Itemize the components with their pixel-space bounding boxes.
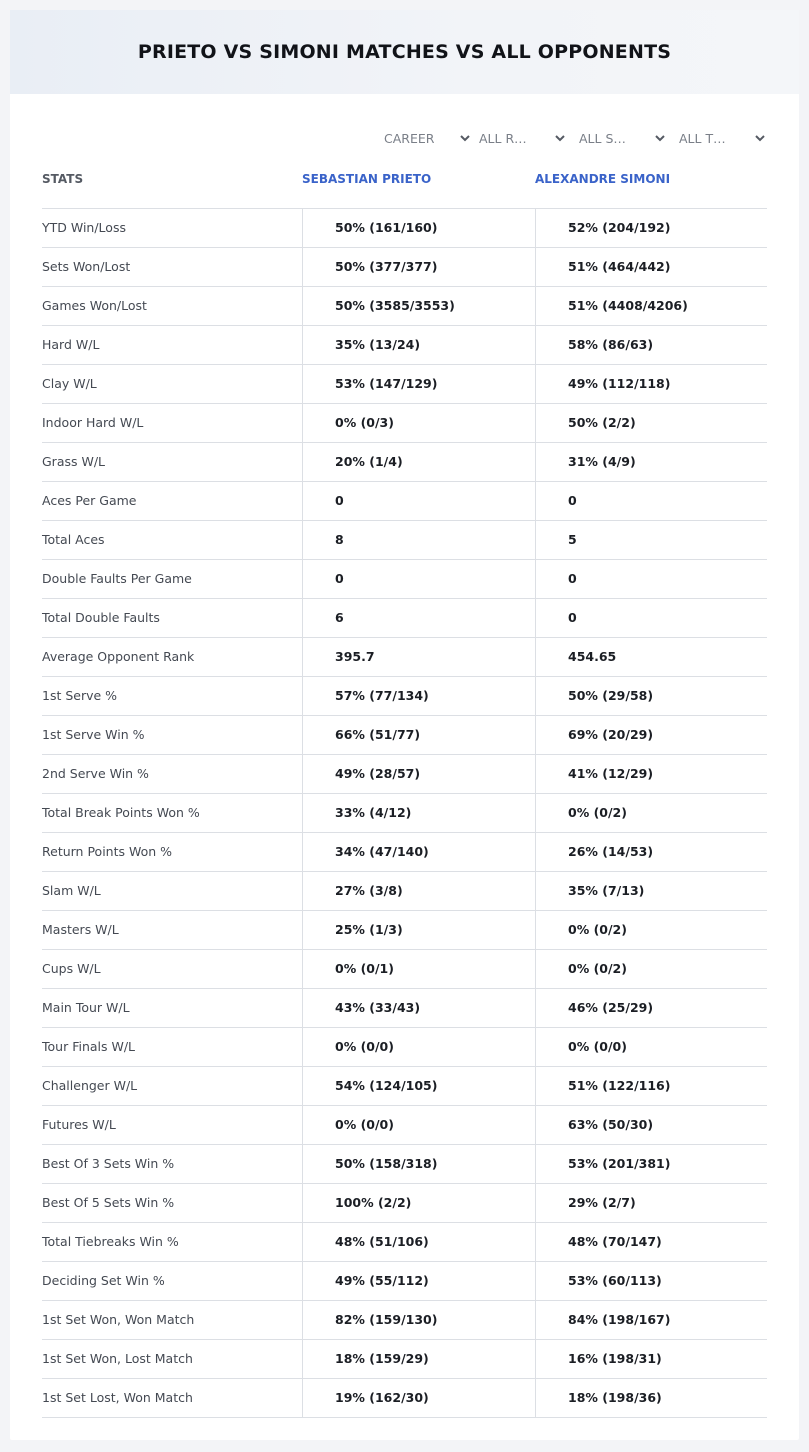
table-row [42, 365, 767, 404]
table-row [42, 1067, 767, 1106]
player2-stat-value: 0 [535, 560, 767, 598]
stat-label: Main Tour W/L [42, 1000, 130, 1015]
player2-stat-value: 0% (0/2) [535, 794, 767, 832]
player1-stat-value: 0 [302, 560, 535, 598]
stat-label: Grass W/L [42, 454, 106, 469]
round-filter-select[interactable] [479, 126, 567, 150]
player1-stat-value: 395.7 [302, 638, 535, 676]
stat-label: Average Opponent Rank [42, 649, 195, 664]
stats-column-header: STATS [42, 172, 84, 186]
table-row [42, 326, 767, 365]
table-row [42, 911, 767, 950]
stat-label: Total Aces [42, 532, 105, 547]
stat-label: Masters W/L [42, 922, 119, 937]
player2-stat-value: 29% (2/7) [535, 1184, 767, 1222]
player1-stat-value: 0% (0/0) [302, 1106, 535, 1144]
table-row [42, 1223, 767, 1262]
player1-stat-value: 18% (159/29) [302, 1340, 535, 1378]
stats-card [10, 10, 799, 1440]
player2-stat-value: 454.65 [535, 638, 767, 676]
table-row [42, 248, 767, 287]
player2-stat-value: 0 [535, 599, 767, 637]
table-row [42, 1379, 767, 1418]
player1-stat-value: 48% (51/106) [302, 1223, 535, 1261]
stat-label: Slam W/L [42, 883, 101, 898]
table-row [42, 209, 767, 248]
stat-label: YTD Win/Loss [42, 220, 126, 235]
player2-stat-value: 51% (464/442) [535, 248, 767, 286]
table-row [42, 638, 767, 677]
player1-stat-value: 49% (55/112) [302, 1262, 535, 1300]
player2-stat-value: 51% (122/116) [535, 1067, 767, 1105]
player1-stat-value: 35% (13/24) [302, 326, 535, 364]
player1-stat-value: 50% (377/377) [302, 248, 535, 286]
player1-stat-value: 0% (0/0) [302, 1028, 535, 1066]
stat-label: Cups W/L [42, 961, 101, 976]
player1-stat-value: 49% (28/57) [302, 755, 535, 793]
player2-stat-value: 53% (201/381) [535, 1145, 767, 1183]
player2-stat-value: 0% (0/2) [535, 950, 767, 988]
player2-stat-value: 35% (7/13) [535, 872, 767, 910]
table-row [42, 1262, 767, 1301]
player1-stat-value: 100% (2/2) [302, 1184, 535, 1222]
player2-stat-value: 41% (12/29) [535, 755, 767, 793]
player2-stat-value: 31% (4/9) [535, 443, 767, 481]
player2-stat-value: 51% (4408/4206) [535, 287, 767, 325]
player1-stat-value: 50% (158/318) [302, 1145, 535, 1183]
stat-label: Hard W/L [42, 337, 100, 352]
table-row [42, 404, 767, 443]
player2-stat-value: 58% (86/63) [535, 326, 767, 364]
player1-stat-value: 34% (47/140) [302, 833, 535, 871]
player1-stat-value: 50% (161/160) [302, 209, 535, 247]
player1-stat-value: 57% (77/134) [302, 677, 535, 715]
filter-label: ALL T… [679, 130, 726, 146]
player1-stat-value: 0% (0/1) [302, 950, 535, 988]
table-row [42, 794, 767, 833]
stat-label: Sets Won/Lost [42, 259, 131, 274]
page-title: PRIETO VS SIMONI MATCHES VS ALL OPPONENTS [137, 41, 672, 63]
stat-label: 1st Set Won, Lost Match [42, 1351, 193, 1366]
stat-label: Futures W/L [42, 1117, 116, 1132]
player1-stat-value: 54% (124/105) [302, 1067, 535, 1105]
table-row [42, 1106, 767, 1145]
player1-stat-value: 20% (1/4) [302, 443, 535, 481]
player1-stat-value: 82% (159/130) [302, 1301, 535, 1339]
stat-label: 1st Set Lost, Won Match [42, 1390, 193, 1405]
player2-stat-value: 84% (198/167) [535, 1301, 767, 1339]
stat-label: Aces Per Game [42, 493, 137, 508]
player2-stat-value: 16% (198/31) [535, 1340, 767, 1378]
player2-stat-value: 46% (25/29) [535, 989, 767, 1027]
player2-stat-value: 53% (60/113) [535, 1262, 767, 1300]
player1-stat-value: 0% (0/3) [302, 404, 535, 442]
filter-label: ALL S… [579, 130, 626, 146]
player2-stat-value: 26% (14/53) [535, 833, 767, 871]
tournament-filter-select[interactable] [679, 126, 767, 150]
player2-stat-value: 0 [535, 482, 767, 520]
player1-stat-value: 6 [302, 599, 535, 637]
table-row [42, 872, 767, 911]
stat-label: Deciding Set Win % [42, 1273, 165, 1288]
player2-stat-value: 0% (0/0) [535, 1028, 767, 1066]
player1-name-link[interactable]: SEBASTIAN PRIETO [302, 172, 432, 186]
stat-label: Indoor Hard W/L [42, 415, 144, 430]
player2-stat-value: 0% (0/2) [535, 911, 767, 949]
chevron-down-icon [553, 131, 567, 145]
player2-stat-value: 69% (20/29) [535, 716, 767, 754]
player1-stat-value: 53% (147/129) [302, 365, 535, 403]
player2-stat-value: 63% (50/30) [535, 1106, 767, 1144]
table-row [42, 833, 767, 872]
table-row [42, 1340, 767, 1379]
table-row [42, 1145, 767, 1184]
player2-name-link[interactable]: ALEXANDRE SIMONI [535, 172, 671, 186]
surface-filter-select[interactable] [579, 126, 667, 150]
table-row [42, 287, 767, 326]
table-row [42, 1028, 767, 1067]
stat-label: Total Double Faults [42, 610, 160, 625]
player2-stat-value: 50% (29/58) [535, 677, 767, 715]
player1-stat-value: 33% (4/12) [302, 794, 535, 832]
player1-stat-value: 66% (51/77) [302, 716, 535, 754]
table-row [42, 716, 767, 755]
table-row [42, 989, 767, 1028]
stat-label: Total Break Points Won % [42, 805, 200, 820]
table-row [42, 560, 767, 599]
player1-stat-value: 0 [302, 482, 535, 520]
career-filter-select[interactable] [384, 126, 472, 150]
column-headers [42, 172, 767, 192]
stat-label: Double Faults Per Game [42, 571, 192, 586]
chevron-down-icon [753, 131, 767, 145]
table-row [42, 521, 767, 560]
player2-stat-value: 52% (204/192) [535, 209, 767, 247]
stat-label: Games Won/Lost [42, 298, 147, 313]
player1-stat-value: 43% (33/43) [302, 989, 535, 1027]
player2-stat-value: 50% (2/2) [535, 404, 767, 442]
table-row [42, 755, 767, 794]
table-row [42, 599, 767, 638]
player2-stat-value: 49% (112/118) [535, 365, 767, 403]
table-row [42, 482, 767, 521]
filter-label: CAREER [384, 130, 435, 146]
player1-stat-value: 27% (3/8) [302, 872, 535, 910]
stats-table [42, 208, 767, 1418]
player1-stat-value: 50% (3585/3553) [302, 287, 535, 325]
player2-stat-value: 18% (198/36) [535, 1379, 767, 1417]
chevron-down-icon [458, 131, 472, 145]
table-row [42, 443, 767, 482]
table-row [42, 677, 767, 716]
stat-label: Tour Finals W/L [42, 1039, 136, 1054]
table-row [42, 1301, 767, 1340]
stat-label: 1st Set Won, Won Match [42, 1312, 195, 1327]
stat-label: Clay W/L [42, 376, 97, 391]
player1-stat-value: 8 [302, 521, 535, 559]
filter-label: ALL R… [479, 130, 527, 146]
table-row [42, 950, 767, 989]
player1-stat-value: 25% (1/3) [302, 911, 535, 949]
player1-stat-value: 19% (162/30) [302, 1379, 535, 1417]
page-header [10, 10, 799, 94]
chevron-down-icon [653, 131, 667, 145]
player2-stat-value: 48% (70/147) [535, 1223, 767, 1261]
stat-label: Best Of 5 Sets Win % [42, 1195, 175, 1210]
table-row [42, 1184, 767, 1223]
stat-label: 1st Serve % [42, 688, 118, 703]
stat-label: Return Points Won % [42, 844, 173, 859]
filter-bar [10, 126, 799, 150]
stat-label: Best Of 3 Sets Win % [42, 1156, 175, 1171]
stat-label: Total Tiebreaks Win % [42, 1234, 179, 1249]
player2-stat-value: 5 [535, 521, 767, 559]
stat-label: 2nd Serve Win % [42, 766, 149, 781]
stat-label: 1st Serve Win % [42, 727, 145, 742]
stat-label: Challenger W/L [42, 1078, 138, 1093]
